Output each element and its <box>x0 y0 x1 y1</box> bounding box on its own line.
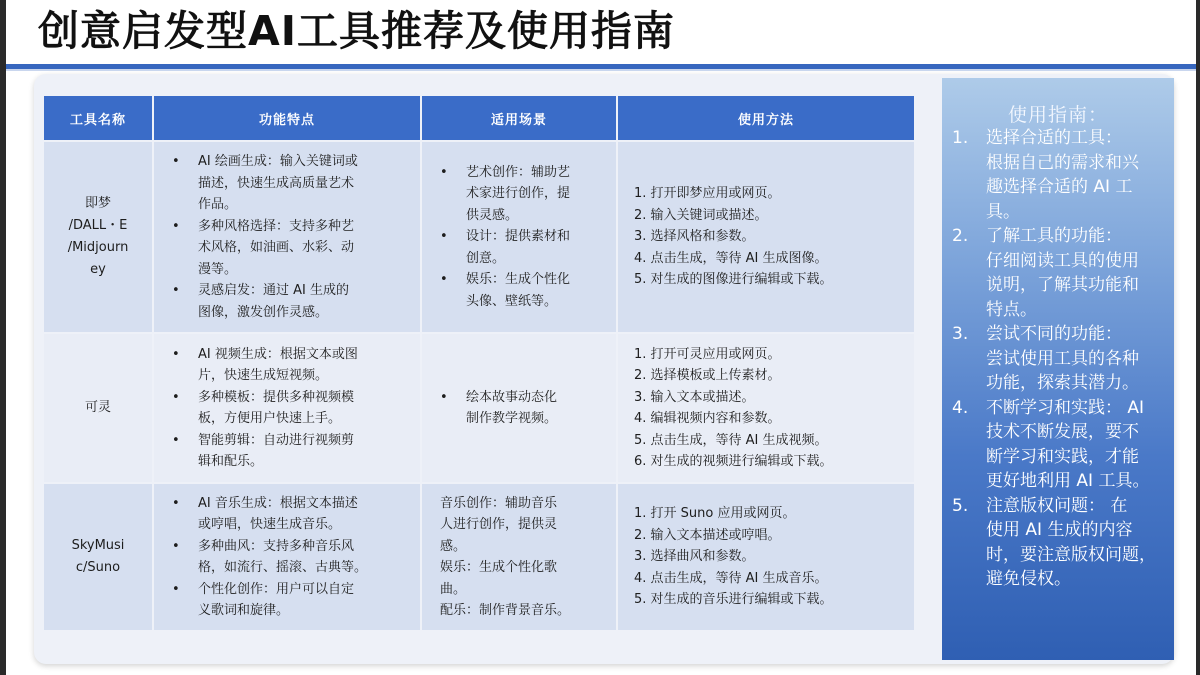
page-title: 创意启发型AI工具推荐及使用指南 <box>38 7 675 55</box>
step-item: 6. 对生成的视频进行编辑或下载。 <box>634 454 833 469</box>
step-item: 4. 编辑视频内容和参数。 <box>634 411 781 426</box>
guide-item: 4. 不断学习和实践： AI 技术不断发展，要不 断学习和实践，才能 更好地利用 AI 工具。 <box>952 397 1150 491</box>
scenario-item: • 艺术创作：辅助艺 术家进行创作，提 供灵感。 <box>422 162 612 227</box>
tool-name-cell: 即梦 /DALL・E /Midjourn ey <box>44 142 152 332</box>
guide-list <box>950 126 1172 592</box>
feature-item: • 智能剪辑：自动进行视频剪 辑和配乐。 <box>154 430 410 473</box>
feature-item: • 灵感启发：通过 AI 生成的 图像，激发创作灵感。 <box>154 280 410 323</box>
table-row-keling <box>44 334 914 482</box>
scenario-line: 娱乐：生成个性化歌 <box>440 560 558 575</box>
step-item: 1. 打开可灵应用或网页。 <box>634 346 781 362</box>
step-item: 5. 对生成的图像进行编辑或下载。 <box>634 272 833 288</box>
scenario-line: 人进行创作，提供灵 <box>440 517 558 532</box>
table-row-jimeng <box>44 142 914 332</box>
step-item: 1. 打开即梦应用或网页。 <box>634 186 781 202</box>
feature-item: • AI 视频生成：根据文本或图 片，快速生成短视频。 <box>154 344 410 387</box>
scenario-item: • 绘本故事动态化 制作教学视频。 <box>422 387 612 430</box>
step-item: 3. 选择风格和参数。 <box>634 229 755 245</box>
guide-item: 3. 尝试不同的功能： 尝试使用工具的各种 功能，探索其潜力。 <box>952 324 1139 393</box>
guide-item: 5. 注意版权问题： 在 使用 AI 生成的内容 时，要注意版权问题， 避免侵权。 <box>952 495 1156 589</box>
feature-item: • 个性化创作：用户可以自定 义歌词和旋律。 <box>154 579 410 622</box>
header-scenarios: 适用场景 <box>422 96 616 140</box>
header-usage: 使用方法 <box>618 96 914 140</box>
usage-guide-panel <box>942 78 1174 660</box>
scenarios-cell <box>422 484 616 630</box>
step-item: 2. 输入关键词或描述。 <box>634 207 768 223</box>
scenario-item: • 娱乐：生成个性化 头像、壁纸等。 <box>422 269 612 312</box>
step-item: 3. 输入文本或描述。 <box>634 389 755 405</box>
guide-item: 1. 选择合适的工具： 根据自己的需求和兴 趣选择合适的 AI 工 具。 <box>952 128 1139 222</box>
steps-cell <box>618 142 914 332</box>
feature-item: • AI 绘画生成：输入关键词或 描述，快速生成高质量艺术 作品。 <box>154 151 410 216</box>
scenario-line: 音乐创作：辅助音乐 <box>440 495 558 511</box>
steps-cell <box>618 334 914 482</box>
step-item: 4. 点击生成，等待 AI 生成图像。 <box>634 250 828 266</box>
tools-table <box>42 94 916 632</box>
header-tool-name: 工具名称 <box>44 96 152 140</box>
scenarios-cell <box>422 142 616 332</box>
scenario-line: 感。 <box>440 538 467 554</box>
steps-cell <box>618 484 914 630</box>
table-header-row <box>44 96 914 140</box>
scenarios-cell <box>422 334 616 482</box>
scenario-line: 配乐：制作背景音乐。 <box>440 603 571 618</box>
step-item: 4. 点击生成，等待 AI 生成音乐。 <box>634 570 828 586</box>
tool-name-cell: SkyMusi c/Suno <box>44 484 152 630</box>
features-cell <box>154 142 420 332</box>
title-underline-shadow <box>6 69 1196 71</box>
guide-item: 2. 了解工具的功能： 仔细阅读工具的使用 说明，了解其功能和 特点。 <box>952 226 1139 320</box>
header-features: 功能特点 <box>154 96 420 140</box>
step-item: 5. 对生成的音乐进行编辑或下载。 <box>634 592 833 608</box>
scenario-line: 曲。 <box>440 581 467 597</box>
step-item: 5. 点击生成，等待 AI 生成视频。 <box>634 432 828 448</box>
tool-name-cell: 可灵 <box>44 334 152 482</box>
step-item: 1. 打开 Suno 应用或网页。 <box>634 506 796 522</box>
feature-item: • 多种模板：提供多种视频模 板，方便用户快速上手。 <box>154 387 410 430</box>
table-row-suno <box>44 484 914 630</box>
step-item: 2. 输入文本描述或哼唱。 <box>634 527 781 543</box>
guide-title: 使用指南： <box>1007 104 1108 126</box>
feature-item: • 多种曲风：支持多种音乐风 格，如流行、摇滚、古典等。 <box>154 536 410 579</box>
features-cell <box>154 484 420 630</box>
features-cell <box>154 334 420 482</box>
scenario-item: • 设计：提供素材和 创意。 <box>422 226 612 269</box>
feature-item: • 多种风格选择：支持多种艺 术风格，如油画、水彩、动 漫等。 <box>154 216 410 281</box>
feature-item: • AI 音乐生成：根据文本描述 或哼唱，快速生成音乐。 <box>154 493 410 536</box>
step-item: 3. 选择曲风和参数。 <box>634 549 755 565</box>
step-item: 2. 选择模板或上传素材。 <box>634 368 781 383</box>
